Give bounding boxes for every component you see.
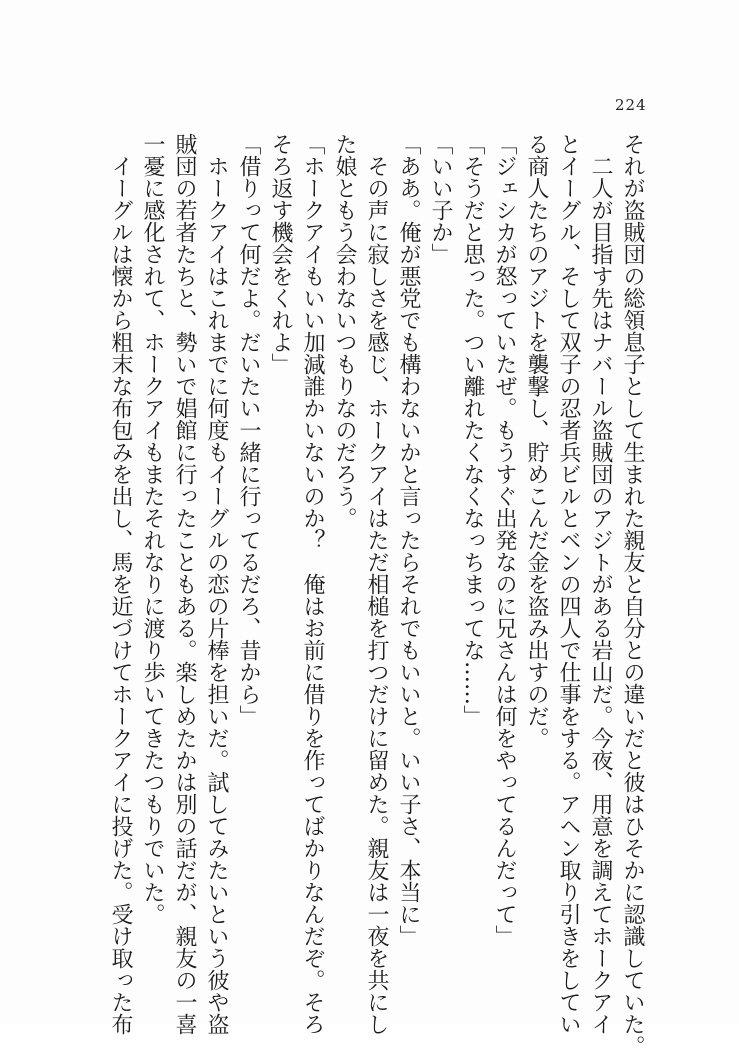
text-line: た娘ともう会わないつもりなのだろう。 xyxy=(332,133,357,529)
text-line: 「借りって何だよ。だいたい一緒に行ってるだろ、昔から」 xyxy=(236,133,261,727)
text-line: 「ホークアイもいい加減誰かいないのか？ 俺はお前に借りを作ってばかりなんだぞ。そろ xyxy=(300,133,325,1035)
text-line: 「いい子か」 xyxy=(428,133,453,265)
text-line: イーグルは懐から粗末な布包みを出し、馬を近づけてホークアイに投げた。受け取った布 xyxy=(108,133,133,1035)
text-line: 「そうだと思った。つい離れたくなくなっちまってな……」 xyxy=(460,133,485,727)
text-line: 二人が目指す先はナバール盗賊団のアジトがある岩山だ。今夜、用意を調えてホークアイ xyxy=(588,133,613,1035)
text-line: 一憂に感化されて、ホークアイもまたそれなりに渡り歩いてきたつもりでいた。 xyxy=(140,133,165,925)
text-line: 「ジェシカが怒っていたぜ。もうすぐ出発なのに兄さんは何をやってるんだって」 xyxy=(492,133,517,947)
text-line: とイーグル、そして双子の忍者兵ビルとベンの四人で仕事をする。アヘン取り引きをしてい xyxy=(556,133,581,1035)
text-line: る商人たちのアジトを襲撃し、貯めこんだ金を盗み出すのだ。 xyxy=(524,133,549,749)
page-number: 224 xyxy=(615,96,647,114)
text-line: 「ああ。俺が悪党でも構わないかと言ったらそれでもいいと。いい子さ、本当に」 xyxy=(396,133,421,947)
vertical-text-body xyxy=(108,133,648,1057)
text-line: ホークアイはこれまでに何度もイーグルの恋の片棒を担いだ。試してみたいという彼や盗 xyxy=(204,133,229,1035)
text-line: 賊団の若者たちと、勢いで娼館に行ったこともある。楽しめたかは別の話だが、親友の一喜 xyxy=(172,133,197,1035)
text-line: そろ返す機会をくれよ」 xyxy=(268,133,293,375)
text-line: その声に寂しさを感じ、ホークアイはただ相槌を打つだけに留めた。親友は一夜を共にし xyxy=(364,133,389,1035)
text-line: それが盗賊団の総領息子として生まれた親友と自分との違いだと彼はひそかに認識していた。 xyxy=(620,133,645,1057)
